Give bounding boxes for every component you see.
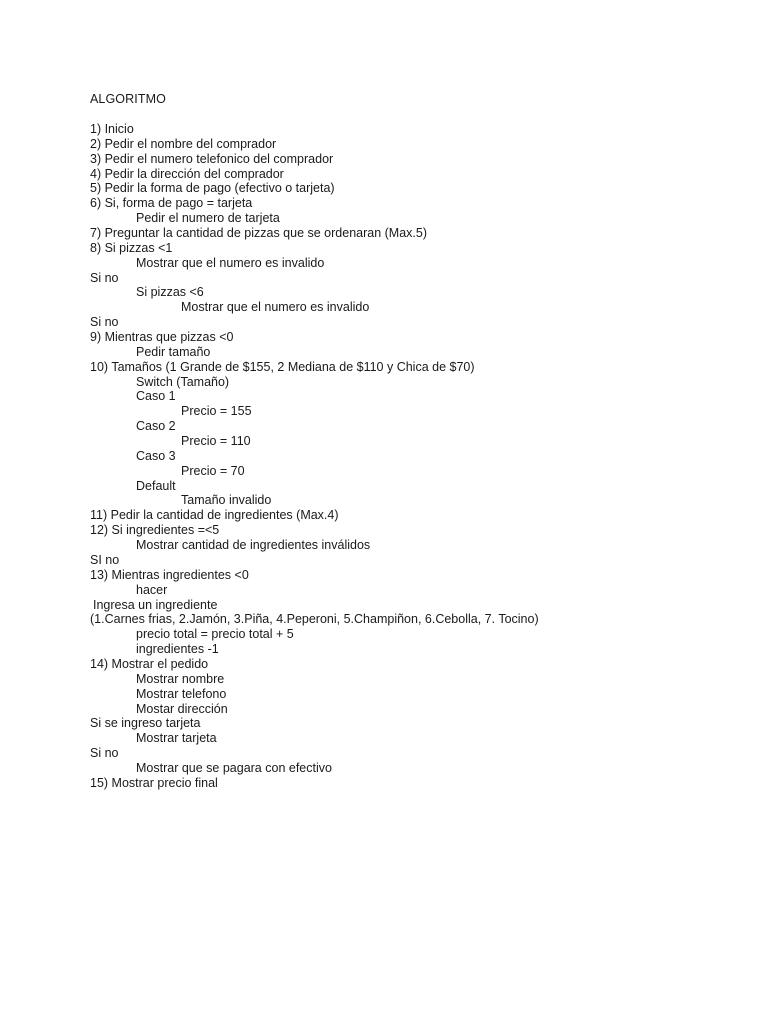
algorithm-line: Mostrar cantidad de ingredientes inválidos: [136, 538, 371, 553]
algorithm-line: Mostrar nombre: [136, 671, 225, 686]
algorithm-line: 7) Preguntar la cantidad de pizzas que se ordenaran (Max.5): [90, 226, 427, 241]
document-title: ALGORITMO: [90, 92, 166, 106]
algorithm-line: Precio = 70: [181, 463, 245, 478]
algorithm-line: hacer: [136, 582, 168, 597]
algorithm-line: Mostrar tarjeta: [136, 731, 217, 746]
algorithm-line: Tamaño invalido: [181, 493, 272, 508]
algorithm-line: 13) Mientras ingredientes <0: [90, 567, 249, 582]
algorithm-line: 12) Si ingredientes =<5: [90, 523, 220, 538]
algorithm-line: 5) Pedir la forma de pago (efectivo o tarjeta): [90, 181, 335, 196]
algorithm-line: Mostrar que el numero es invalido: [181, 300, 370, 315]
algorithm-line: Si se ingreso tarjeta: [90, 716, 201, 731]
algorithm-line: Ingresa un ingrediente: [93, 597, 218, 612]
algorithm-line: Si no: [90, 315, 119, 330]
algorithm-line: Switch (Tamaño): [136, 374, 230, 389]
algorithm-line: precio total = precio total + 5: [136, 627, 294, 642]
algorithm-line: 2) Pedir el nombre del comprador: [90, 136, 277, 151]
algorithm-line: (1.Carnes frias, 2.Jamón, 3.Piña, 4.Peperoni, 5.Champiñon, 6.Cebolla, 7. Tocino): [90, 612, 539, 627]
algorithm-line: 3) Pedir el numero telefonico del comprador: [90, 151, 334, 166]
algorithm-line: 10) Tamaños (1 Grande de $155, 2 Mediana de $110 y Chica de $70): [90, 359, 475, 374]
algorithm-line: 8) Si pizzas <1: [90, 240, 173, 255]
algorithm-line: Caso 3: [136, 448, 176, 463]
algorithm-line: Precio = 155: [181, 404, 252, 419]
algorithm-line: Pedir el numero de tarjeta: [136, 211, 280, 226]
algorithm-line: ingredientes -1: [136, 642, 219, 657]
algorithm-line: Si no: [90, 746, 119, 761]
algorithm-line: 14) Mostrar el pedido: [90, 656, 209, 671]
algorithm-line: Mostar dirección: [136, 701, 228, 716]
algorithm-line: Mostrar telefono: [136, 686, 227, 701]
algorithm-lines: [90, 122, 750, 791]
algorithm-line: Precio = 110: [181, 434, 251, 449]
algorithm-line: Mostrar que se pagara con efectivo: [136, 760, 332, 775]
algorithm-line: Caso 1: [136, 389, 176, 404]
algorithm-line: 6) Si, forma de pago = tarjeta: [90, 196, 253, 211]
algorithm-line: 15) Mostrar precio final: [90, 775, 218, 790]
algorithm-line: Pedir tamaño: [136, 344, 211, 359]
algorithm-line: Mostrar que el numero es invalido: [136, 255, 325, 270]
algorithm-line: 4) Pedir la dirección del comprador: [90, 166, 284, 181]
algorithm-line: 11) Pedir la cantidad de ingredientes (Max.4): [90, 508, 339, 523]
algorithm-line: 9) Mientras que pizzas <0: [90, 330, 234, 345]
algorithm-line: 1) Inicio: [90, 122, 134, 136]
algorithm-line: Si no: [90, 270, 119, 285]
algorithm-line: Caso 2: [136, 419, 176, 434]
algorithm-line: Default: [136, 478, 176, 493]
algorithm-line: Si pizzas <6: [136, 285, 204, 300]
algorithm-line: SI no: [90, 552, 120, 567]
